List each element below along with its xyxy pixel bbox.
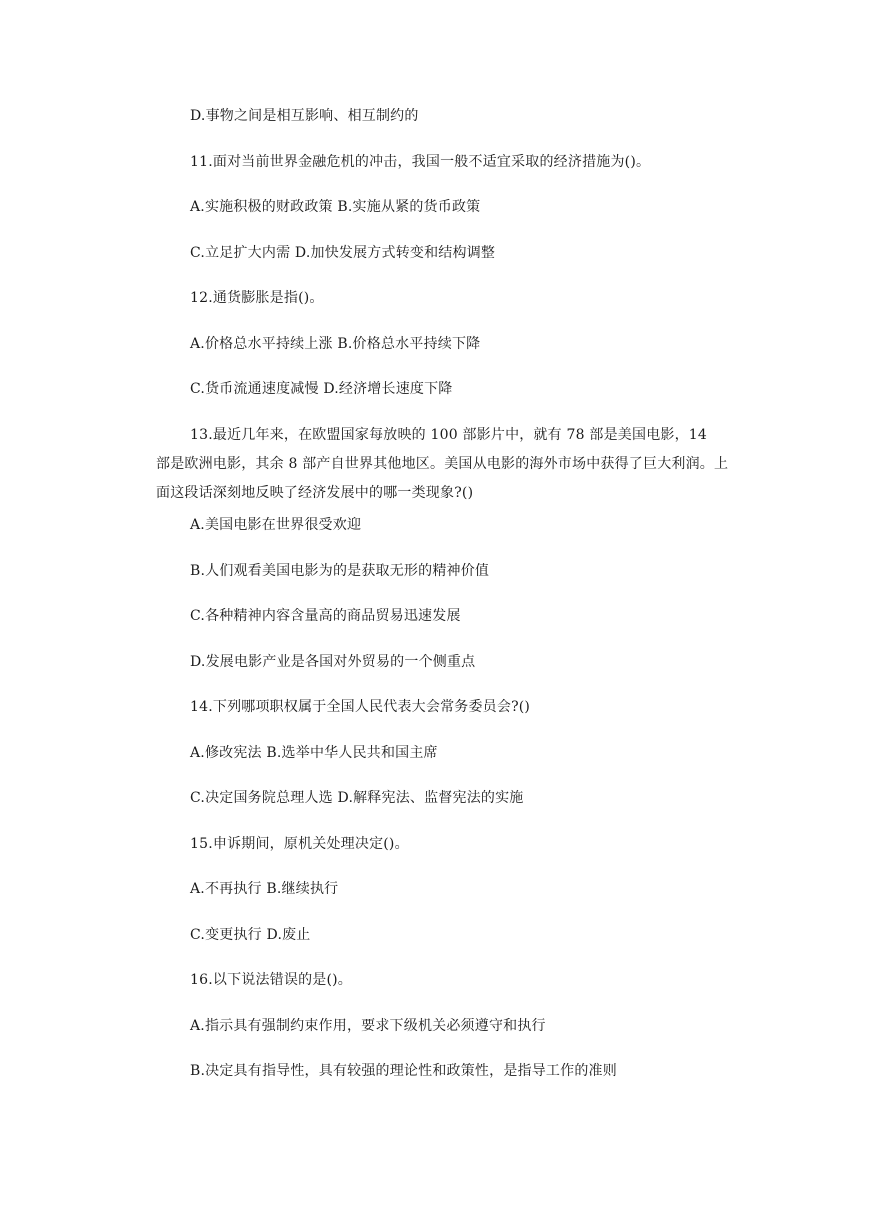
question-16: 16.以下说法错误的是()。 — [190, 972, 352, 988]
options-15-ab: A.不再执行 B.继续执行 — [190, 881, 339, 897]
question-13-line-2: 部是欧洲电影，其余 8 部产自世界其他地区。美国从电影的海外市场中获得了巨大利润。上 — [156, 456, 729, 472]
options-12-cd: C.货币流通速度减慢 D.经济增长速度下降 — [190, 381, 453, 397]
question-15: 15.申诉期间，原机关处理决定()。 — [190, 836, 409, 852]
options-14-cd: C.决定国务院总理人选 D.解释宪法、监督宪法的实施 — [190, 790, 524, 806]
question-13-line-3: 面这段话深刻地反映了经济发展中的哪一类现象?() — [156, 485, 474, 501]
options-11-cd: C.立足扩大内需 D.加快发展方式转变和结构调整 — [190, 245, 496, 261]
option-13-a: A.美国电影在世界很受欢迎 — [190, 517, 362, 533]
option-10-d: D.事物之间是相互影响、相互制约的 — [190, 108, 419, 124]
question-13-line-1: 13.最近几年来，在欧盟国家每放映的 100 部影片中，就有 78 部是美国电影，14 — [190, 427, 708, 443]
question-12: 12.通货膨胀是指()。 — [190, 290, 324, 306]
options-12-ab: A.价格总水平持续上涨 B.价格总水平持续下降 — [190, 336, 481, 352]
question-11: 11.面对当前世界金融危机的冲击，我国一般不适宜采取的经济措施为()。 — [190, 154, 651, 170]
option-16-a: A.指示具有强制约束作用，要求下级机关必须遵守和执行 — [190, 1018, 546, 1034]
question-13 — [156, 421, 750, 508]
option-13-c: C.各种精神内容含量高的商品贸易迅速发展 — [190, 608, 461, 624]
question-14: 14.下列哪项职权属于全国人民代表大会常务委员会?() — [190, 699, 531, 715]
option-13-d: D.发展电影产业是各国对外贸易的一个侧重点 — [190, 654, 476, 670]
options-14-ab: A.修改宪法 B.选举中华人民共和国主席 — [190, 745, 438, 761]
options-11-ab: A.实施积极的财政政策 B.实施从紧的货币政策 — [190, 199, 481, 215]
option-16-b: B.决定具有指导性，具有较强的理论性和政策性，是指导工作的准则 — [190, 1063, 617, 1079]
options-15-cd: C.变更执行 D.废止 — [190, 927, 311, 943]
option-13-b: B.人们观看美国电影为的是获取无形的精神价值 — [190, 563, 490, 579]
